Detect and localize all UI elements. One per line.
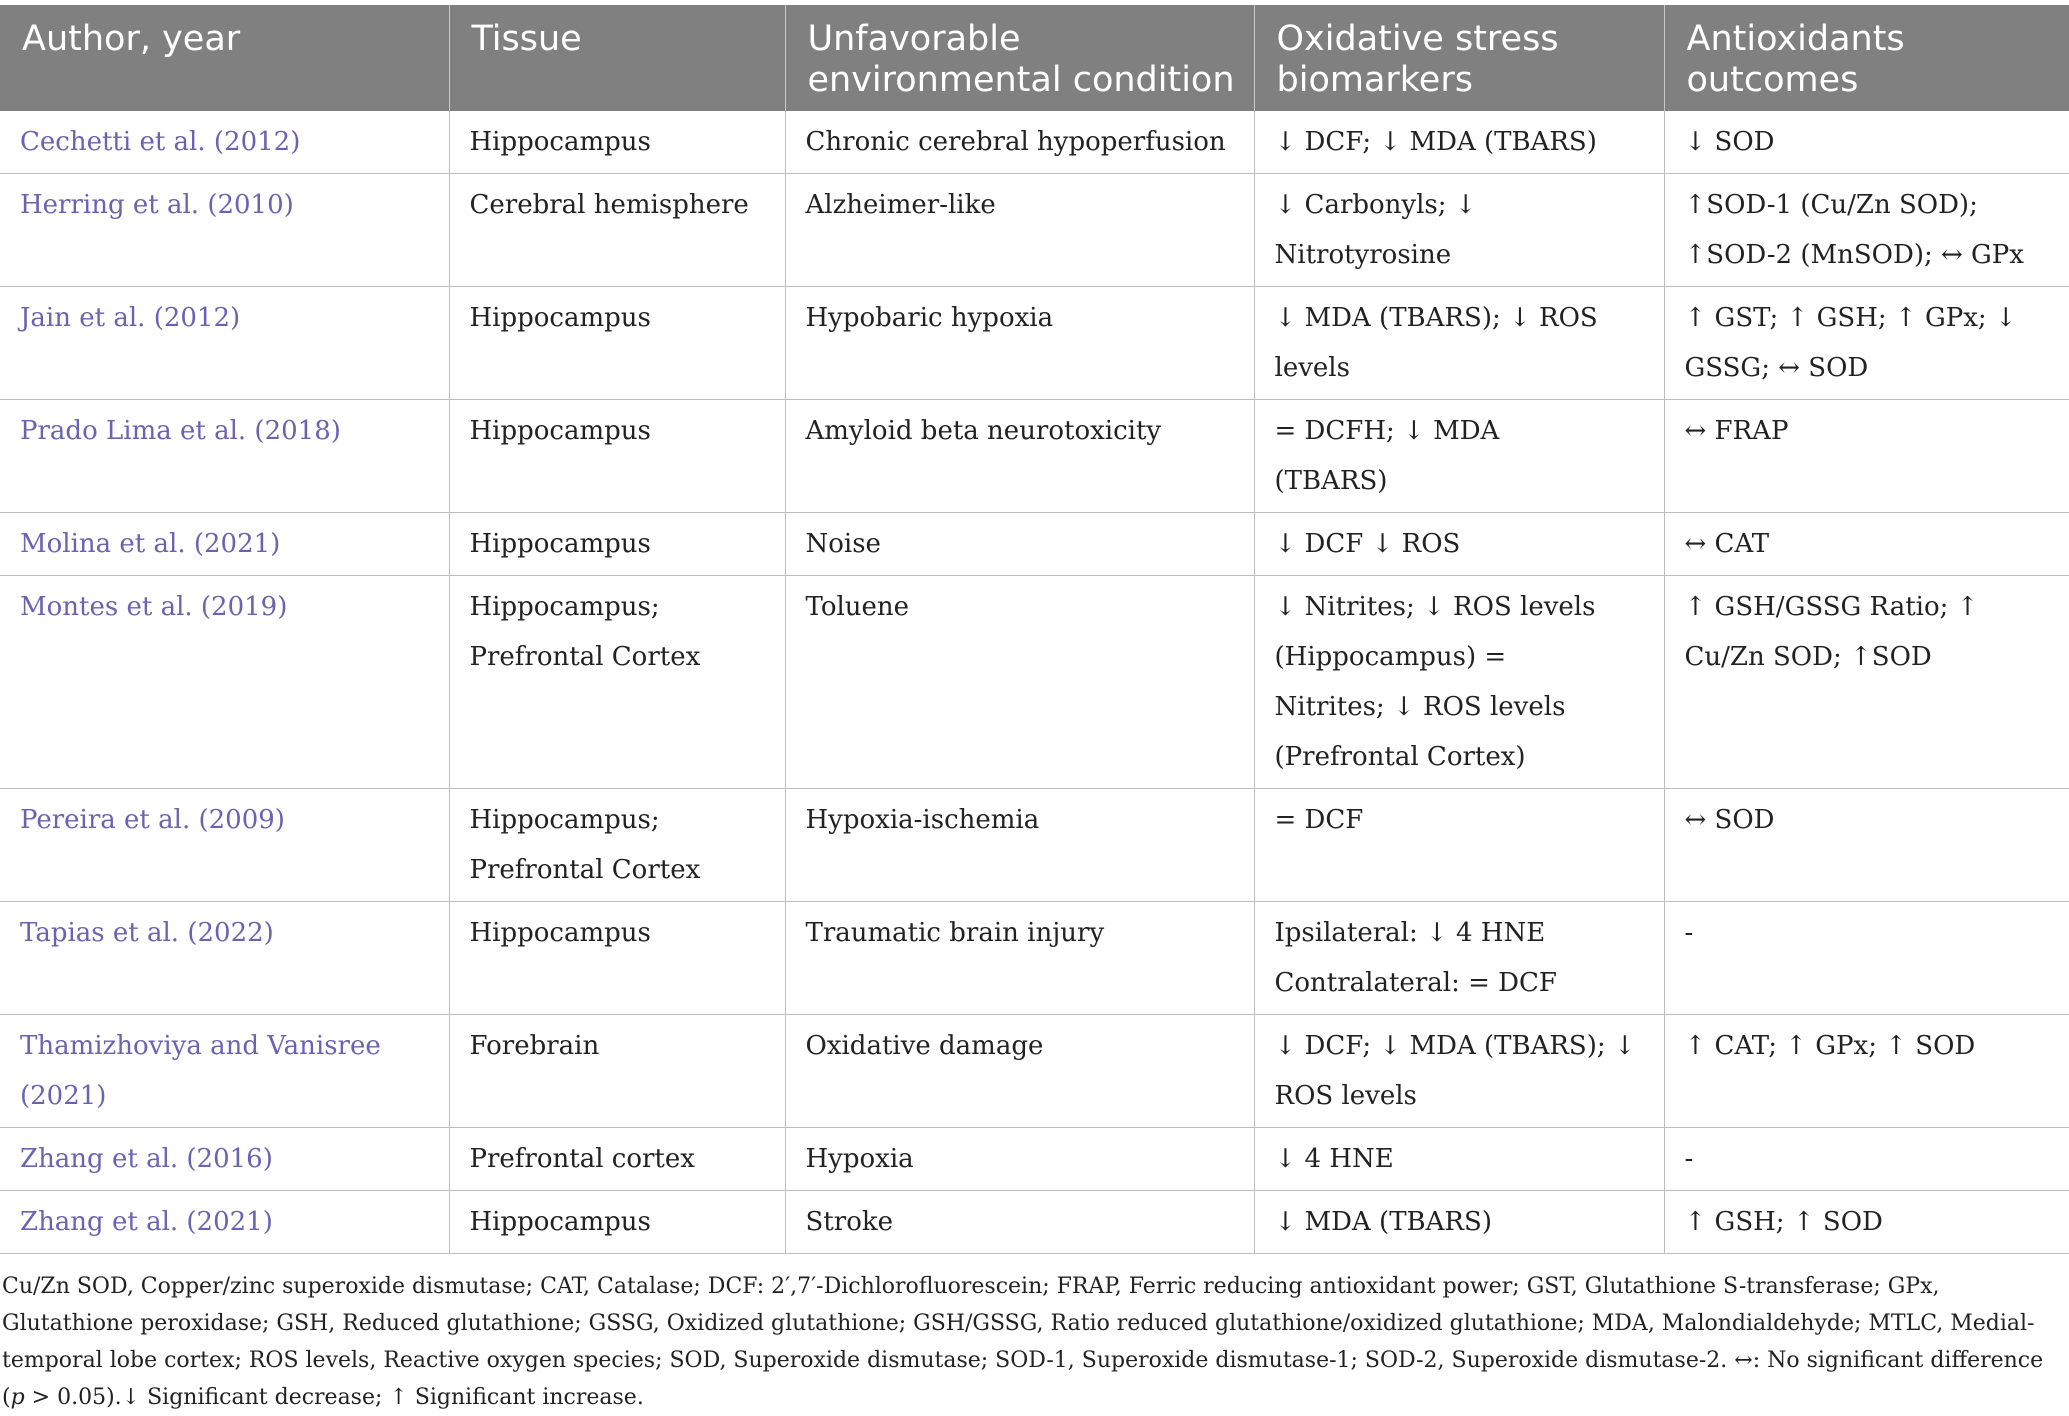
condition-cell: Stroke bbox=[785, 1191, 1254, 1254]
condition-cell: Amyloid beta neurotoxicity bbox=[785, 400, 1254, 513]
tissue-cell: Hippocampus; Prefrontal Cortex bbox=[449, 576, 785, 789]
table-container bbox=[0, 5, 2069, 1416]
outcomes-cell: ↔ SOD bbox=[1664, 789, 2069, 902]
outcomes-cell: ↑ GSH/GSSG Ratio; ↑ Cu/Zn SOD; ↑SOD bbox=[1664, 576, 2069, 789]
author-link[interactable]: Cechetti et al. (2012) bbox=[0, 111, 449, 174]
footnote-text-part1: Cu/Zn SOD, Copper/zinc superoxide dismutase; CAT, Catalase; DCF: 2′,7′-Dichlorofluorescein; FRAP, Ferric reducing antioxidant power; GST, Glutathione S-transferase; GPx, Glutathione peroxidase; GSH, Reduced glutathione; GSSG, Oxidized glutathione; GSH/GSSG, Ratio reduced glutathione/oxidized glutathione; MDA, Malondialdehyde; MTLC, Medial-temporal lobe cortex; ROS levels, Reactive oxygen species; SOD, Superoxide dismutase; SOD-1, Superoxide dismutase-1; SOD-2, Superoxide dismutase-2. ↔: No significant difference ( bbox=[2, 1274, 2044, 1410]
author-link[interactable]: Herring et al. (2010) bbox=[0, 174, 449, 287]
outcomes-cell: ↑ CAT; ↑ GPx; ↑ SOD bbox=[1664, 1015, 2069, 1128]
tissue-cell: Hippocampus bbox=[449, 400, 785, 513]
outcomes-cell: ↓ SOD bbox=[1664, 111, 2069, 174]
condition-cell: Hypoxia-ischemia bbox=[785, 789, 1254, 902]
condition-cell: Chronic cerebral hypoperfusion bbox=[785, 111, 1254, 174]
condition-cell: Alzheimer-like bbox=[785, 174, 1254, 287]
condition-cell: Hypobaric hypoxia bbox=[785, 287, 1254, 400]
tissue-cell: Hippocampus bbox=[449, 513, 785, 576]
outcomes-cell: ↑ GST; ↑ GSH; ↑ GPx; ↓ GSSG; ↔ SOD bbox=[1664, 287, 2069, 400]
tissue-cell: Hippocampus bbox=[449, 111, 785, 174]
condition-cell: Toluene bbox=[785, 576, 1254, 789]
biomarkers-cell: = DCFH; ↓ MDA (TBARS) bbox=[1254, 400, 1664, 513]
table-row bbox=[0, 576, 2069, 789]
tissue-cell: Hippocampus bbox=[449, 287, 785, 400]
results-table bbox=[0, 5, 2069, 1254]
footnote-text-part2: > 0.05).↓ Significant decrease; ↑ Significant increase. bbox=[24, 1385, 644, 1410]
tissue-cell: Cerebral hemisphere bbox=[449, 174, 785, 287]
outcomes-cell: ↑SOD-1 (Cu/Zn SOD); ↑SOD-2 (MnSOD); ↔ GPx bbox=[1664, 174, 2069, 287]
tissue-cell: Hippocampus; Prefrontal Cortex bbox=[449, 789, 785, 902]
biomarkers-cell: ↓ MDA (TBARS) bbox=[1254, 1191, 1664, 1254]
biomarkers-cell: ↓ MDA (TBARS); ↓ ROS levels bbox=[1254, 287, 1664, 400]
outcomes-cell: ↑ GSH; ↑ SOD bbox=[1664, 1191, 2069, 1254]
biomarkers-cell: = DCF bbox=[1254, 789, 1664, 902]
author-link[interactable]: Molina et al. (2021) bbox=[0, 513, 449, 576]
header-outcomes: Antioxidants outcomes bbox=[1664, 5, 2069, 111]
biomarkers-cell: ↓ DCF; ↓ MDA (TBARS) bbox=[1254, 111, 1664, 174]
author-link[interactable]: Montes et al. (2019) bbox=[0, 576, 449, 789]
header-condition: Unfavorable environmental condition bbox=[785, 5, 1254, 111]
biomarkers-cell: ↓ 4 HNE bbox=[1254, 1128, 1664, 1191]
author-link[interactable]: Tapias et al. (2022) bbox=[0, 902, 449, 1015]
tissue-cell: Hippocampus bbox=[449, 1191, 785, 1254]
tissue-cell: Prefrontal cortex bbox=[449, 1128, 785, 1191]
header-row bbox=[0, 5, 2069, 111]
table-row bbox=[0, 287, 2069, 400]
outcomes-cell: - bbox=[1664, 1128, 2069, 1191]
table-row bbox=[0, 400, 2069, 513]
table-row bbox=[0, 1128, 2069, 1191]
table-row bbox=[0, 111, 2069, 174]
table-row bbox=[0, 1191, 2069, 1254]
author-link[interactable]: Pereira et al. (2009) bbox=[0, 789, 449, 902]
biomarkers-cell: ↓ Carbonyls; ↓ Nitrotyrosine bbox=[1254, 174, 1664, 287]
condition-cell: Hypoxia bbox=[785, 1128, 1254, 1191]
table-row bbox=[0, 1015, 2069, 1128]
author-link[interactable]: Thamizhoviya and Vanisree (2021) bbox=[0, 1015, 449, 1128]
condition-cell: Traumatic brain injury bbox=[785, 902, 1254, 1015]
header-tissue: Tissue bbox=[449, 5, 785, 111]
author-link[interactable]: Zhang et al. (2021) bbox=[0, 1191, 449, 1254]
author-link[interactable]: Prado Lima et al. (2018) bbox=[0, 400, 449, 513]
tissue-cell: Forebrain bbox=[449, 1015, 785, 1128]
table-footnote bbox=[0, 1254, 2066, 1416]
table-row bbox=[0, 513, 2069, 576]
outcomes-cell: ↔ FRAP bbox=[1664, 400, 2069, 513]
biomarkers-cell: Ipsilateral: ↓ 4 HNE Contralateral: = DCF bbox=[1254, 902, 1664, 1015]
table-row bbox=[0, 789, 2069, 902]
header-biomarkers: Oxidative stress biomarkers bbox=[1254, 5, 1664, 111]
biomarkers-cell: ↓ DCF; ↓ MDA (TBARS); ↓ ROS levels bbox=[1254, 1015, 1664, 1128]
author-link[interactable]: Jain et al. (2012) bbox=[0, 287, 449, 400]
outcomes-cell: - bbox=[1664, 902, 2069, 1015]
author-link[interactable]: Zhang et al. (2016) bbox=[0, 1128, 449, 1191]
biomarkers-cell: ↓ DCF ↓ ROS bbox=[1254, 513, 1664, 576]
biomarkers-cell: ↓ Nitrites; ↓ ROS levels (Hippocampus) = Nitrites; ↓ ROS levels (Prefrontal Cortex) bbox=[1254, 576, 1664, 789]
outcomes-cell: ↔ CAT bbox=[1664, 513, 2069, 576]
header-author-year: Author, year bbox=[0, 5, 449, 111]
condition-cell: Oxidative damage bbox=[785, 1015, 1254, 1128]
table-row bbox=[0, 902, 2069, 1015]
condition-cell: Noise bbox=[785, 513, 1254, 576]
tissue-cell: Hippocampus bbox=[449, 902, 785, 1015]
table-row bbox=[0, 174, 2069, 287]
footnote-p-symbol: p bbox=[10, 1385, 25, 1410]
